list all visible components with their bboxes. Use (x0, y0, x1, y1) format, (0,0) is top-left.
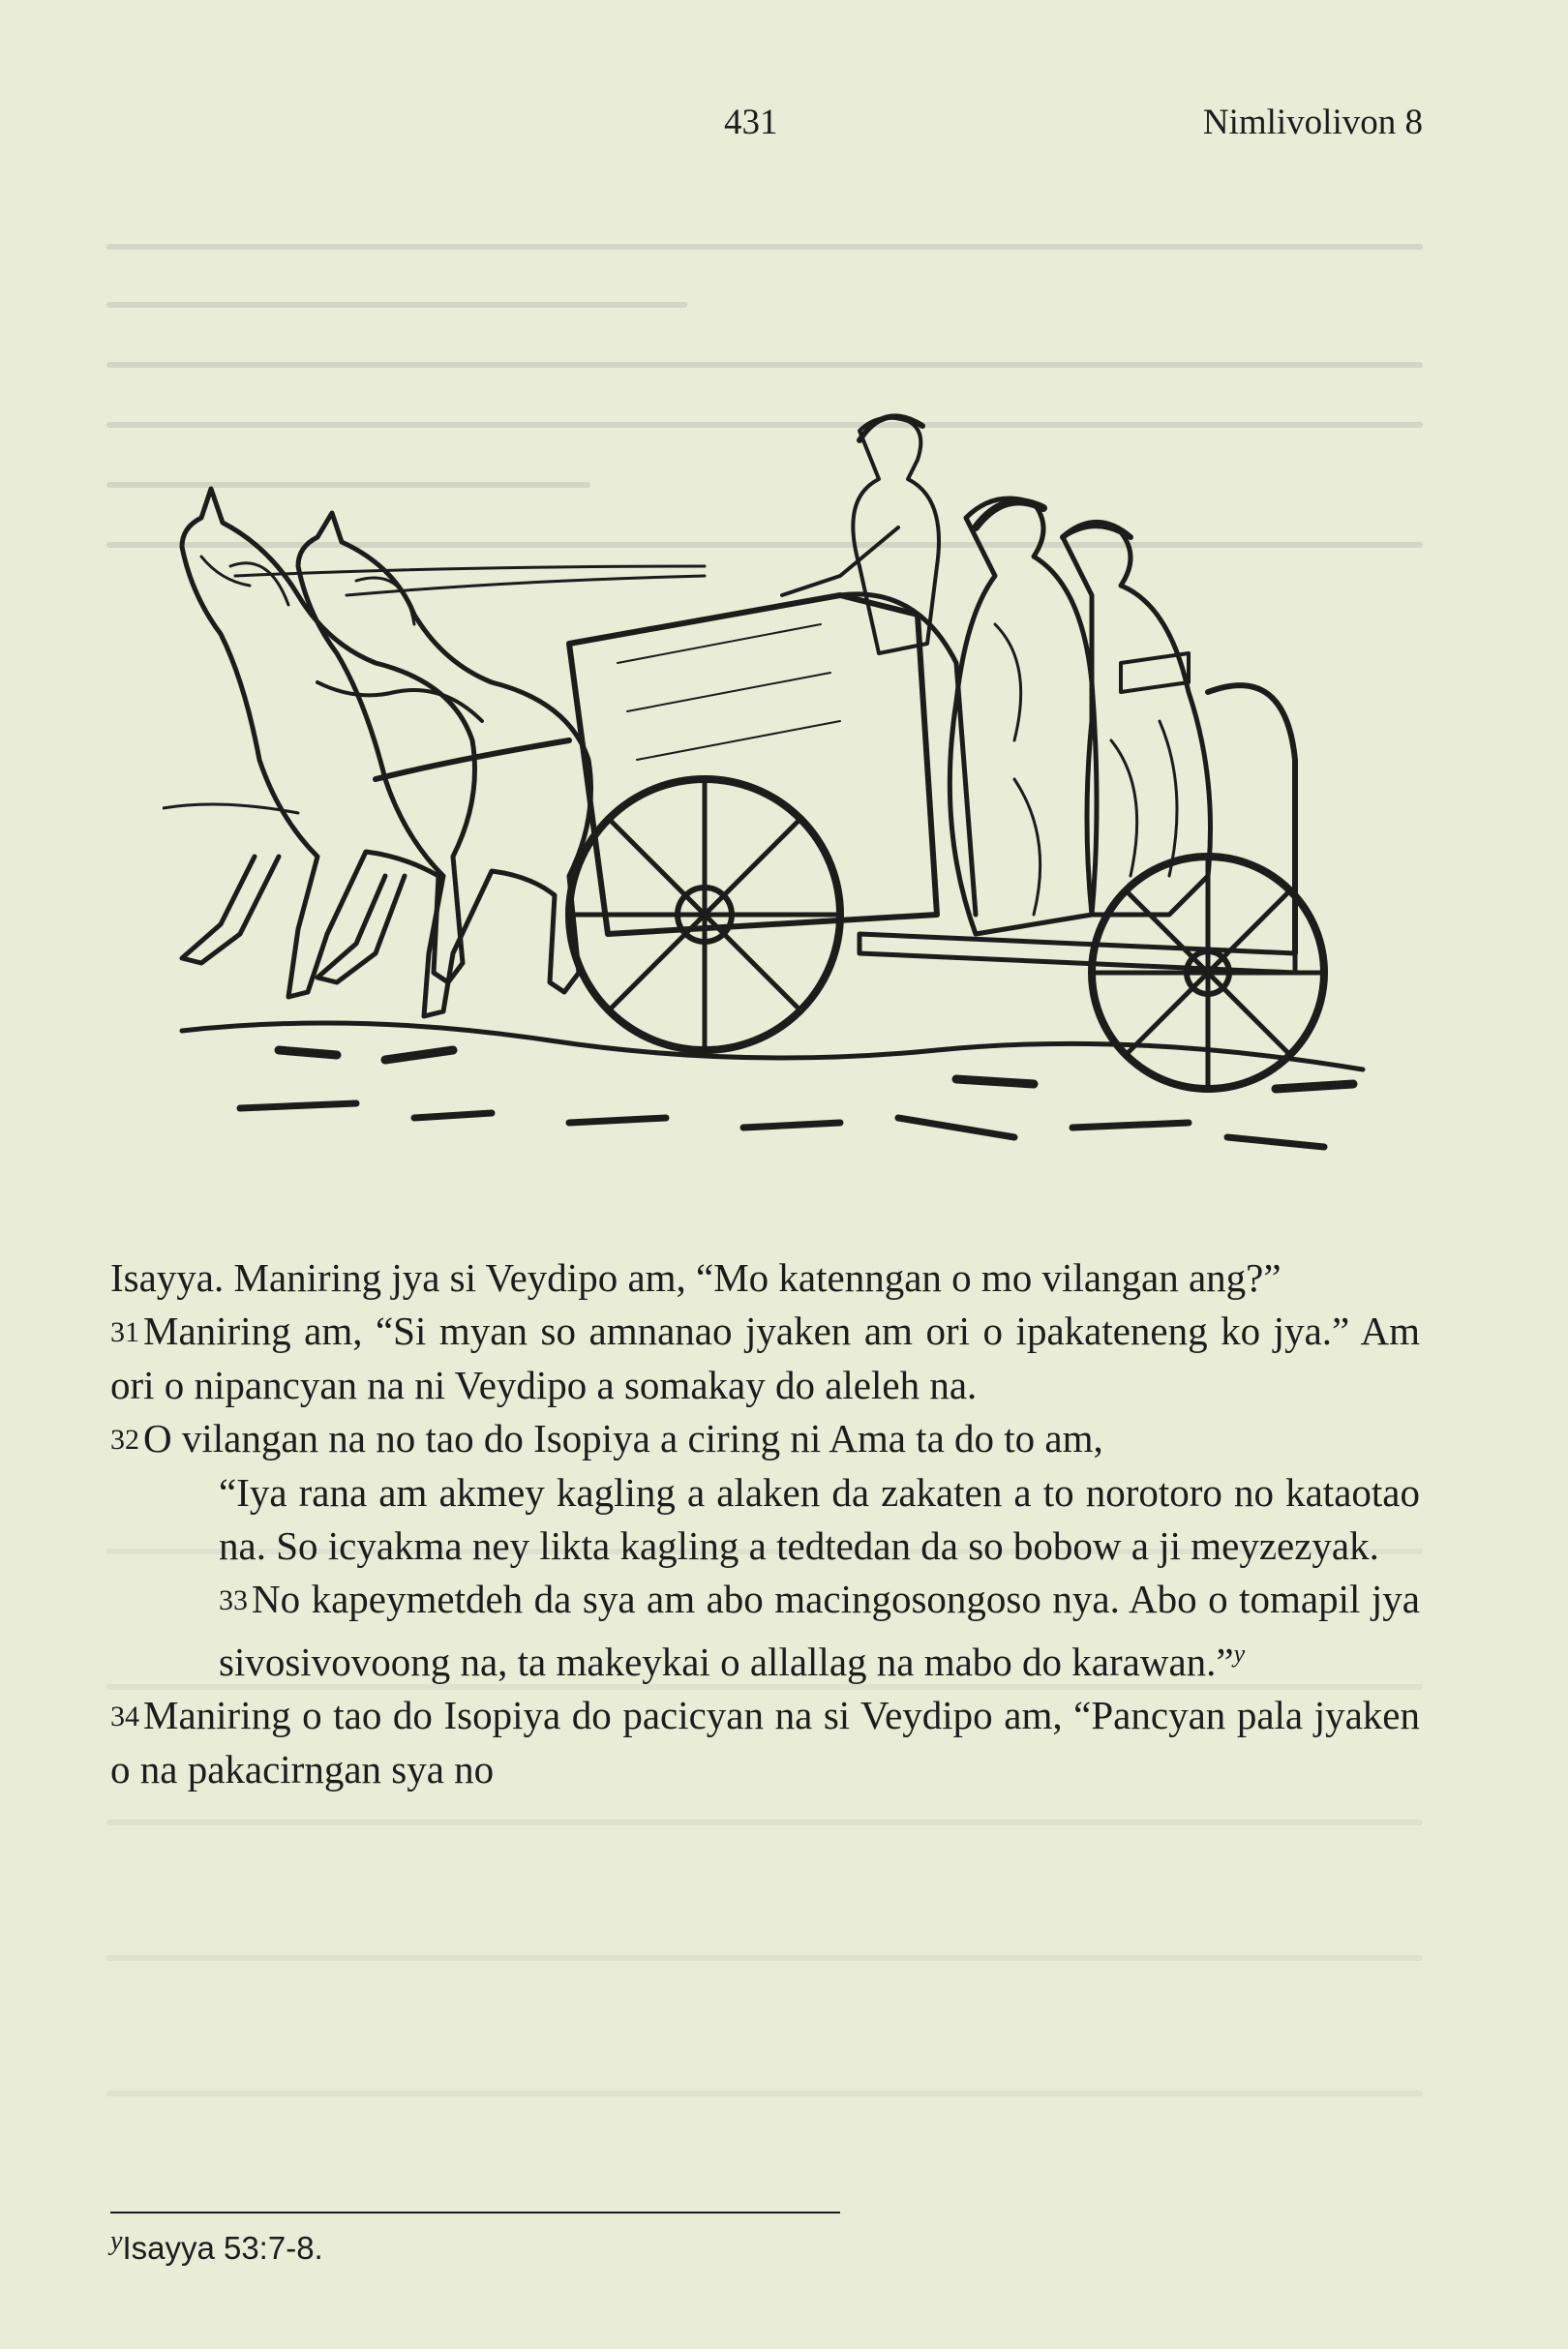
verse-text: No kapeymetdeh da sya am abo macingosongoso nya. Abo o tomapil jya sivosivovoong na, ta makeykai o allallag na mabo do karawan.” (219, 1577, 1420, 1684)
verse-number: 33 (219, 1584, 248, 1616)
verse-31 (110, 1305, 1420, 1412)
footnote-divider (110, 2212, 840, 2213)
paragraph-text: Isayya. Maniring jya si Veydipo am, “Mo katenngan o mo vilangan ang?” (110, 1255, 1282, 1300)
verse-text: O vilangan na no tao do Isopiya a ciring ni Ama ta do to am, (143, 1416, 1103, 1461)
footnote-marker[interactable]: y (1233, 1640, 1246, 1668)
verse-number: 32 (110, 1424, 139, 1456)
verse-number: 31 (110, 1316, 139, 1348)
page-header (0, 102, 1568, 160)
poetry-quote-1 (110, 1466, 1420, 1573)
verse-text: Maniring o tao do Isopiya do pacicyan na si Veydipo am, “Pancyan pala jyaken o na pakacirngan sya no (110, 1693, 1420, 1792)
page-number: 431 (724, 103, 778, 142)
footnote-letter: y (110, 2226, 123, 2256)
verse-33 (110, 1573, 1420, 1689)
chariot-illustration (163, 373, 1421, 1224)
running-head: Nimlivolivon 8 (1202, 103, 1423, 142)
verse-32 (110, 1412, 1420, 1466)
scripture-text (110, 1251, 1420, 1796)
verse-number: 34 (110, 1701, 139, 1732)
poetry-text: “Iya rana am akmey kagling a alaken da zakaten a to norotoro no kataotao na. So icyakma ney likta kagling a tedtedan da so bobow a ji meyzezyak. (219, 1470, 1420, 1568)
footnote (110, 2226, 323, 2267)
paragraph-isayya (110, 1251, 1420, 1305)
footnote-text: Isayya 53:7-8. (122, 2230, 323, 2266)
verse-text: Maniring am, “Si myan so amnanao jyaken am ori o ipakateneng ko jya.” Am ori o nipancyan na ni Veydipo a somakay do aleleh na. (110, 1309, 1420, 1407)
chariot-drawing (163, 373, 1421, 1224)
verse-34 (110, 1689, 1420, 1796)
